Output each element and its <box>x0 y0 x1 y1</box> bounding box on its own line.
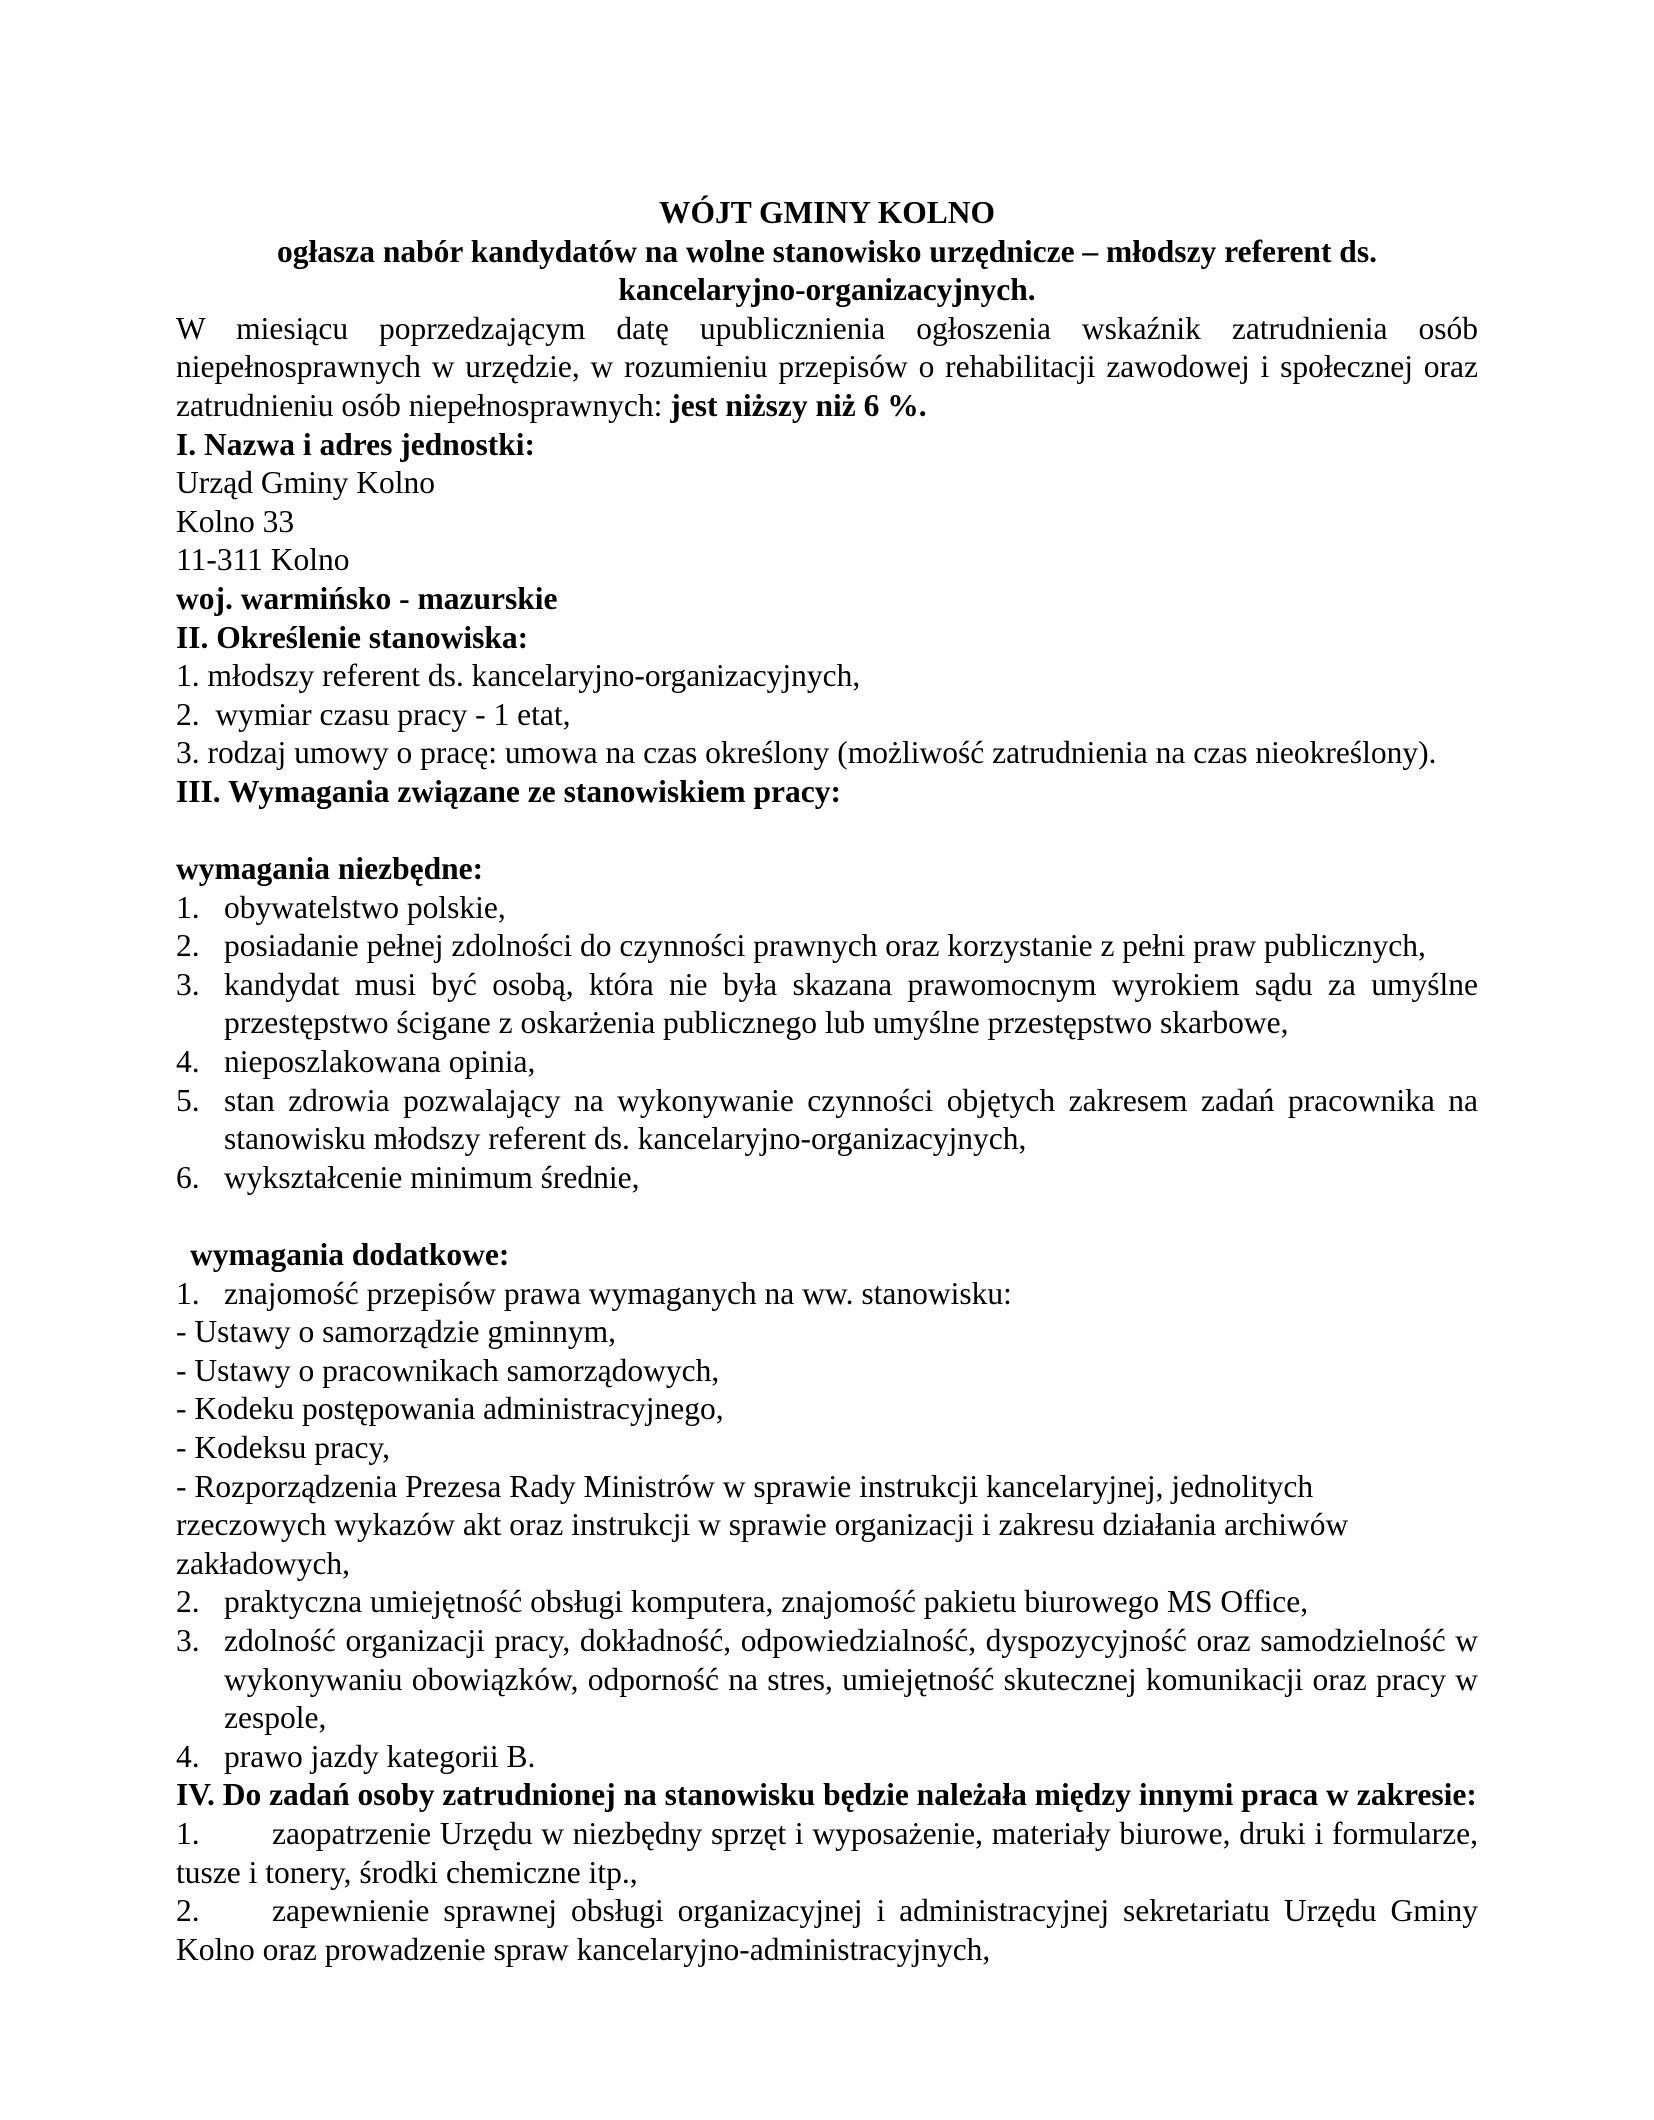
list-text: młodszy referent ds. kancelaryjno-organizacyjnych, <box>207 658 861 694</box>
list-number: 5. <box>176 1082 200 1118</box>
list-text: praktyczna umiejętność obsługi komputera, znajomość pakietu biurowego MS Office, <box>224 1584 1309 1620</box>
document-title: WÓJT GMINY KOLNO <box>658 195 996 230</box>
law-item: - Kodeksu pracy, <box>176 1430 391 1465</box>
list-item <box>176 1043 1478 1082</box>
section-4-heading: IV. Do zadań osoby zatrudnionej na stanowisku będzie należała między innymi praca w zakresie: <box>176 1777 1477 1813</box>
list-text: prawo jazdy kategorii B. <box>224 1738 536 1774</box>
law-item: - Ustawy o pracownikach samorządowych, <box>176 1352 720 1388</box>
list-text: wykształcenie minimum średnie, <box>224 1159 640 1195</box>
list-text: zdolność organizacji pracy, dokładność, odpowiedzialność, dyspozycyjność oraz samodzielność w wykonywaniu obowiązków, odporność na stres, umiejętność skutecznej komunikacji oraz pracy w zespole, <box>224 1622 1478 1736</box>
list-number: 1. <box>176 658 200 694</box>
list-item <box>176 1622 1478 1738</box>
list-number: 2. <box>176 1584 200 1620</box>
document-subtitle: ogłasza nabór kandydatów na wolne stanowisko urzędnicze – młodszy referent ds. <box>277 233 1377 269</box>
list-number: 4. <box>176 1044 200 1080</box>
intro-text: W miesiącu poprzedzającym datę upublicznienia ogłoszenia wskaźnik zatrudnienia osób niepełnosprawnych w urzędzie, w rozumieniu przepisów o rehabilitacji zawodowej i społecznej oraz zatrudnieniu osób niepełnosprawnych: <box>176 310 1478 423</box>
task-item <box>176 1815 1478 1892</box>
list-number: 2. <box>176 696 200 732</box>
list-text: kandydat musi być osobą, która nie była skazana prawomocnym wyrokiem sądu za umyślne przestępstwo ścigane z oskarżenia publicznego lub umyślne przestępstwo skarbowe, <box>224 966 1478 1041</box>
list-item <box>176 734 1478 773</box>
list-number: 6. <box>176 1159 200 1195</box>
section-3-heading: III. Wymagania związane ze stanowiskiem pracy: <box>176 773 841 809</box>
list-item <box>176 1082 1478 1159</box>
list-item <box>176 1738 1478 1777</box>
intro-bold-text: jest niższy niż 6 %. <box>670 387 927 423</box>
additional-heading: wymagania dodatkowe: <box>190 1237 510 1273</box>
address-region: woj. warmińsko - mazurskie <box>176 580 558 616</box>
list-text: wymiar czasu pracy - 1 etat, <box>215 696 571 732</box>
address-line: Kolno 33 <box>176 503 295 539</box>
list-number: 3. <box>176 966 200 1002</box>
required-heading: wymagania niezbędne: <box>176 851 484 887</box>
list-number: 1. <box>176 889 200 925</box>
spacer <box>176 812 1478 851</box>
list-item <box>176 657 1478 696</box>
document-page <box>176 194 1478 1969</box>
list-text: nieposzlakowana opinia, <box>224 1044 536 1080</box>
list-item <box>176 966 1478 1043</box>
intro-paragraph <box>176 310 1478 426</box>
list-number: 1. <box>176 1815 200 1851</box>
address-line: Urząd Gminy Kolno <box>176 465 435 501</box>
list-text: rodzaj umowy o pracę: umowa na czas określony (możliwość zatrudnienia na czas nieokreślony). <box>207 735 1437 771</box>
list-number: 1. <box>176 1275 200 1311</box>
list-text: zapewnienie sprawnej obsługi organizacyjnej i administracyjnej sekretariatu Urzędu Gminy Kolno oraz prowadzenie spraw kancelaryjno-administracyjnych, <box>176 1893 1478 1967</box>
list-number: 2. <box>176 928 200 964</box>
task-item <box>176 1892 1478 1969</box>
law-item: - Rozporządzenia Prezesa Rady Ministrów w sprawie instrukcji kancelaryjnej, jednolitych rzeczowych wykazów akt oraz instrukcji w sprawie organizacji i zakresu działania archiwów zakładowych, <box>176 1468 1349 1581</box>
section-2-heading: II. Określenie stanowiska: <box>176 619 529 655</box>
law-item: - Kodeku postępowania administracyjnego, <box>176 1391 724 1427</box>
list-text: zaopatrzenie Urzędu w niezbędny sprzęt i wyposażenie, materiały biurowe, druki i formularze, tusze i tonery, środki chemiczne itp., <box>176 1815 1478 1890</box>
list-number: 2. <box>176 1893 200 1929</box>
law-item: - Ustawy o samorządzie gminnym, <box>176 1314 617 1350</box>
list-number: 3. <box>176 735 200 771</box>
list-item <box>176 1159 1478 1198</box>
list-item <box>176 1583 1478 1622</box>
section-1-heading: I. Nazwa i adres jednostki: <box>176 426 536 462</box>
spacer <box>176 1197 1478 1236</box>
list-text: posiadanie pełnej zdolności do czynności prawnych oraz korzystanie z pełni praw publicznych, <box>224 928 1426 964</box>
address-line: 11-311 Kolno <box>176 542 350 578</box>
list-item <box>176 889 1478 928</box>
list-text: stan zdrowia pozwalający na wykonywanie czynności objętych zakresem zadań pracownika na stanowisku młodszy referent ds. kancelaryjno-organizacyjnych, <box>224 1082 1478 1157</box>
list-item <box>176 696 1478 735</box>
document-subtitle-continued: kancelaryjno-organizacyjnych. <box>618 272 1036 308</box>
list-item <box>176 1275 1478 1314</box>
list-item <box>176 927 1478 966</box>
list-number: 3. <box>176 1622 200 1658</box>
list-text: obywatelstwo polskie, <box>224 889 506 925</box>
list-number: 4. <box>176 1738 200 1774</box>
list-text: znajomość przepisów prawa wymaganych na ww. stanowisku: <box>224 1275 1012 1311</box>
